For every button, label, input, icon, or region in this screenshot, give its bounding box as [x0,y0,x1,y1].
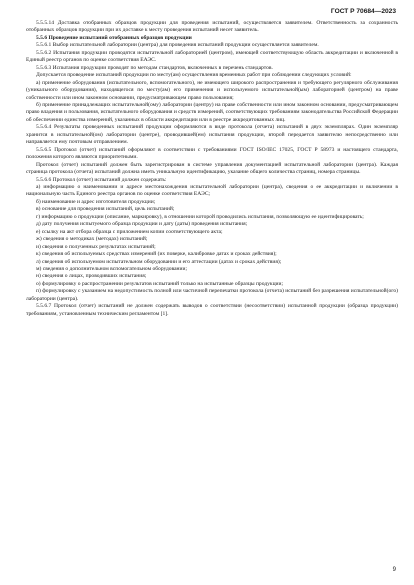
paragraph-conditions-intro: Допускается проведение испытаний продукции по месту(ам) осуществления временных работ при соблюдении следующих условий: [36,72,352,79]
paragraph-5-5-6-5: 5.5.6.5 Протокол (отчет) испытаний оформляют в соответствии с требованиями ГОСТ ISO/IEC 17025, ГОСТ Р 58973 и настоящего стандарта, положения которого являются приоритетными. [26,146,398,161]
list-item-b-instruments: б) применение принадлежащих испытательной(ому) лаборатории (центру) на праве собственности или ином законном основании, предусматривающем право владения и пользования, испытательного оборудования и средств измерений, соответствующих требованиям законодательства Российской Федерации об обеспечении единства измерений, указанных в области аккредитации или в реестре аккредитованных лиц. [26,101,398,123]
paragraph-5-5-6-3: 5.5.6.3 Испытания продукции проводят по методам стандартов, включенных в перечень стандартов. [36,64,273,71]
list-item-zh-methods: ж) сведения о методиках (методах) испытаний; [36,236,148,243]
section-heading-5-5-6: 5.5.6 Проведение испытаний отобранных образцов продукции [36,34,192,41]
paragraph-5-5-6-6: 5.5.6.6 Протокол (отчет) испытаний должен содержать: [36,176,167,183]
list-item-g-product-info: г) информацию о продукции (описание, маркировку), в отношении которой проводились испытания, позволяющую ее идентифицировать; [36,213,364,220]
list-item-l-test-equipment: л) сведения об используемом испытательном оборудовании и его аттестации (датах и сроках действия); [36,258,282,265]
list-item-d-dates: д) дату получения испытуемого образца продукции и дату (даты) проведения испытания; [36,221,248,228]
paragraph-5-5-5-14: 5.5.5.14 Доставка отобранных образцов продукции для проведения испытаний, осуществляется заявителем. Ответственность за сохранность отобранных образцов продукции при их доставке к месту проведения испытаний несет заявитель. [26,20,398,34]
list-item-k-measurement-tools: к) сведения об используемых средствах измерений (их поверке, калибровке датах и сроках действия); [36,251,277,258]
paragraph-protocol-registration: Протокол (отчет) испытаний должен быть зарегистрирован в системе управления документацией испытательной лаборатории (центра). Каждая страница протокола (отчета) испытаний должна иметь уникальную идентификацию, указание общего количества страниц, номера страницы. [26,161,398,176]
standard-designation: ГОСТ Р 70684—2023 [330,8,396,15]
list-item-e-sampling-act: е) ссылку на акт отбора образца с приложением копии соответствующего акта; [36,228,223,235]
list-item-m-auxiliary-equipment: м) сведения о дополнительном вспомогательном оборудовании; [36,265,188,272]
list-item-a-laboratory-info: а) информацию о наименовании и адресе местонахождения испытательной лаборатории (центра), сведения о ее аккредитации и включении в национальную часть Единого реестра органов по оценке соответствия ЕАЭС; [26,183,398,198]
page-number: 9 [392,567,396,573]
list-item-n-testers: н) сведения о лицах, проводивших испытания; [36,273,147,280]
list-item-b-manufacturer: б) наименование и адрес изготовителя продукции; [36,198,156,205]
list-item-a-equipment: а) применение оборудования (испытательного, вспомогательного), не имеющего широкого распространения и требующего регулярного обслуживания (уникального оборудования), находящегося по месту(ам) его применения и используемого испытательной(ым) лабораторией (центром) на праве собственности или ином законном основании, предусматривающем право пользования; [26,79,398,101]
paragraph-5-5-6-7: 5.5.6.7 Протокол (отчет) испытаний не должен содержать выводов о соответствии (несоответствии) испытанной продукции (образца продукции) требованиям, установленным техническим регламентом [1]. [26,303,398,317]
list-item-v-purpose: в) основание для проведения испытаний, цель испытаний; [36,206,175,213]
paragraph-5-5-6-2: 5.5.6.2 Испытания продукции проводятся испытательной лабораторией (центром), имеющей соответствующую область аккредитации и включенной в Единый реестр органов по оценке соответствия ЕАЭС. [26,49,398,64]
document-body [26,20,398,318]
paragraph-5-5-6-4: 5.5.6.4 Результаты проведенных испытаний продукции оформляются в виде протокола (отчета) испытаний в двух экземплярах. Один экземпляр хранится в испытательной(ом) лаборатории (центре), проводившей(ем) испытания продукции, второй передается заявителю непосредственно или направляется ему почтовым отправлением. [26,124,398,146]
list-item-o-results-scope: о) формулировку о распространении результатов испытаний только на испытанные образцы продукции; [36,280,284,287]
paragraph-5-5-6-1: 5.5.6.1 Выбор испытательной лаборатории (центра) для проведения испытаний продукции осуществляется заявителем. [36,42,319,49]
list-item-i-results: и) сведения о полученных результатах испытаний; [36,243,156,250]
list-item-p-reprint: п) формулировку с указанием на недопустимость полной или частичной перепечатки протокола (отчета) испытаний без разрешения испытательной(ого) лаборатории (центра). [26,288,398,302]
